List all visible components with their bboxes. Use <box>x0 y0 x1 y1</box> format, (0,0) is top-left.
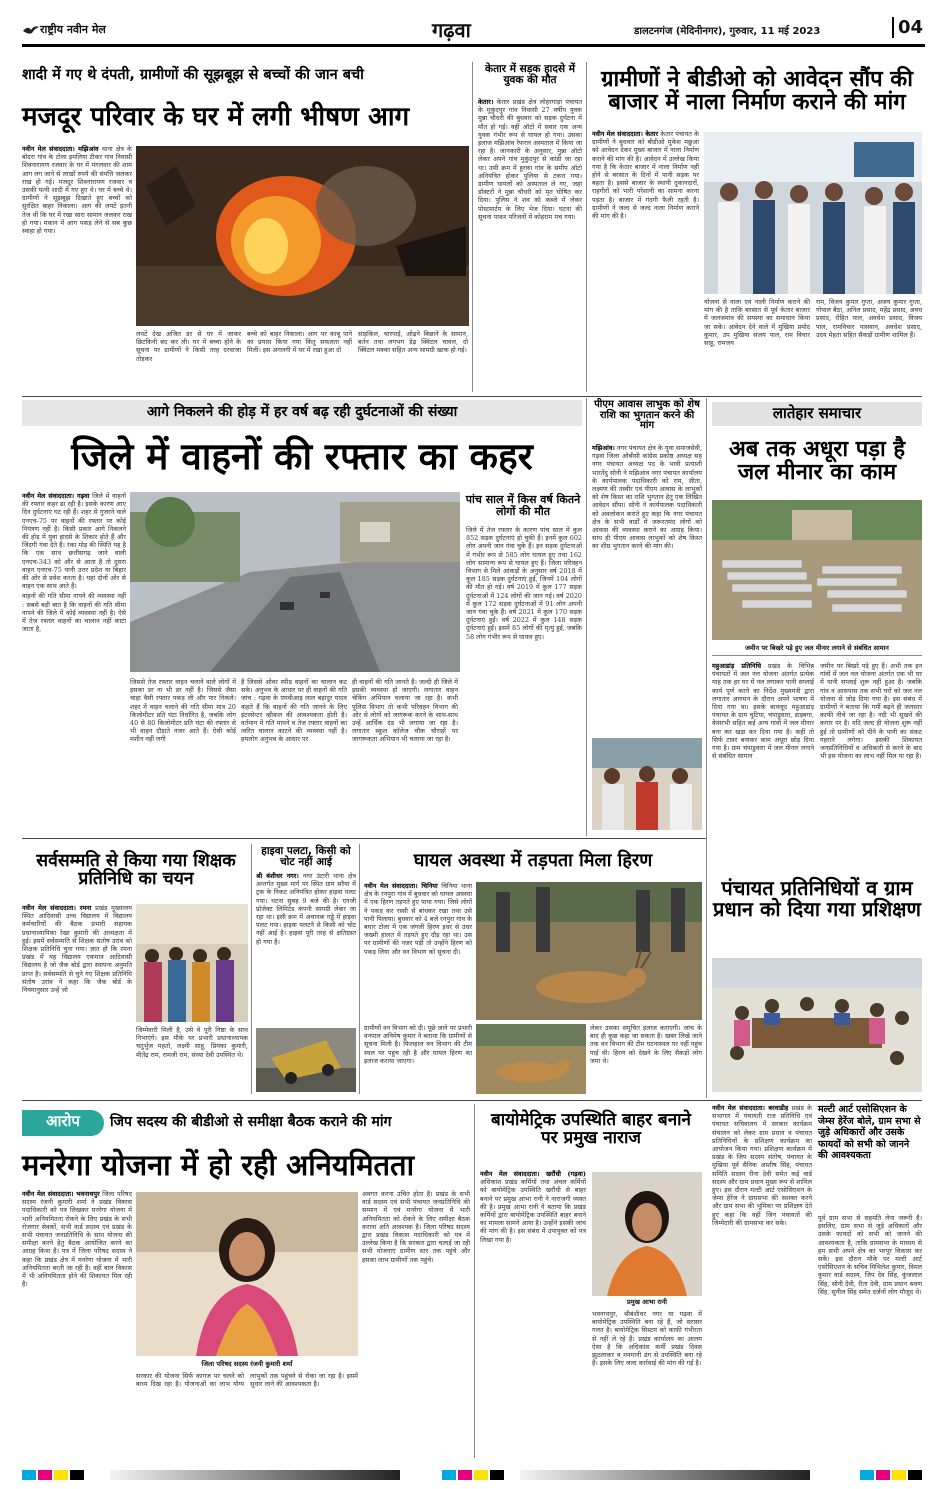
fire-body-1 <box>22 145 132 393</box>
yellow-swatch <box>54 1470 68 1480</box>
fire-text-2: लपटें देख अजित डर से घर में जाकर छिटकिनी बंद कर ली। घर में बच्चा होने के सूचना पर ग्रामीणों ने किसी तरह दरवाजा तोड़कर <box>136 330 241 363</box>
deer-photo <box>476 882 702 1020</box>
latehar-body <box>712 662 814 872</box>
divider <box>472 62 473 392</box>
hywa-text: नगर उंटारी थाना क्षेत्र अन्तर्गत मुख्य मार्ग पर स्थित ग्राम सरैया में ट्रक के निकट अनियंत्रित होकर हाइवा पलट गया। घटना सुबह 9 बजे की है। एनजी प्रोजेक्ट लिमिटेड कंपनी सामग्री लेकर जा रहा था। इसी क्रम में अचानक गड्ढे में हाइवा पलट गया। हाइवा पलटने से किसी को चोट नहीं आई है। हाइवा पूरी तरह से क्षतिग्रस्त हो गया है। <box>256 872 356 946</box>
vehicle-box-body <box>466 526 582 832</box>
latehar-text: प्रखंड के विभिन्न पंचायतों में जल नल योजना अंतर्गत प्रत्येक माह तक हर घर में नल लगाकर पानी सप्लाई कार्य पूर्ण करने का निर्देश मुख्यमंत्री द्वारा लगातार आगमन के दौरान अपने भाषण में दिया गया था। इसके बावजूद महुआडांड़ पंचायत के ग्राम चुटिया, चंपाडुवारा, डाड़बगा, केसरभी सहित कई अन्य गांवों में जल मीनार बना कर खड़ा कर दिया गया है। कहीं तो सिर्फ टावर बनाकर काम अधूरा छोड़ दिया गया है। ग्राम चंपाडुवारा में जल मीनार लगाने से संबंधित सामान <box>712 662 814 761</box>
training-body <box>712 1104 812 1456</box>
vehicle-photo <box>130 492 460 672</box>
training-text-2: पूर्व ग्राम सभा से सहमति लेना जरूरी है। इसलिए, ग्राम सभा से जुड़े अधिकारों और उसके फायदों को सभी को जानने की आवश्यकता है, ताकि ग्रामसभा के माध्यम से हम सभी अपने क्षेत्र का भरपूर विकास कर सकें। इस दौरान मौके पर मल्टी आर्ट एसोसिएशन के सचिव मिथिलेश कुमार, विमल कुमार वार्ड सदस्य, जिप देव सिंह, कुंजलाल सिंह, सोनी देवी, रीता देवी, ग्राम प्रधान श्रवण सिंह, सुनील सिंह समेत दर्जनों लोग मौजूद थे। <box>818 1214 922 1296</box>
black-swatch <box>490 1470 504 1480</box>
deer-body-3 <box>590 1024 702 1094</box>
vehicle-body-2 <box>130 678 236 832</box>
training-body-2 <box>818 1214 922 1456</box>
mgnrega-dateline: नवीन मेल संवाददाता। भवनाथपुर <box>22 1190 100 1198</box>
fire-dateline: नवीन मेल संवाददाता। मझिआंव <box>22 145 99 153</box>
hywa-photo <box>256 1028 356 1092</box>
bird-logo-icon <box>22 22 40 36</box>
vehicle-body-3 <box>241 678 347 832</box>
section-title: गढ़वा <box>432 18 471 42</box>
deer-text: चिनिया थाना क्षेत्र के रनपुरा गांव में बुधवार को घायल अवस्था में एक हिरण तड़पते हुए पाया गया। जिसे लोगों ने पकड़ कर रस्सी से बांधकर रखा तथा उसे पानी पिलाया। बुधवार को 4 बजे रनपुरा गांव के बघार टोला में एक जंगली हिरण इधर से उधर जख्मी हालत में तड़पते हुए दौड़ रहा था। उस पर ग्रामीणों की नजर पड़ी तो उन्होंने हिरण को पकड़ लिया और वन विभाग को सूचना दी। <box>364 882 472 956</box>
mgnrega-photo <box>136 1192 358 1356</box>
vehicle-text-2: जिससे तेज रफ्तार वाहन चलाने वाले लोगों में इसका डर ना भी डर नहीं है। जिससे जैसा चाहा वैसी रफ्तार पकड़ ली और पार निकले। शहर में वाहन चलाने की गति सीमा मात्र 20 किलोमीटर प्रति घंटा निर्धारित है, जबकि लोग 40 से 80 किलोमीटर प्रति घंटा की रफ्तार से भी वाहन दौड़ाते नजर आते हैं। ऐसी कोई मशीन नहीं लगी <box>130 678 236 744</box>
training-headline: पंचायत प्रतिनिधियों व ग्राम प्रधान को दिया गया प्रशिक्षण <box>713 876 921 921</box>
divider <box>586 62 587 392</box>
biometric-text-2: भवनाथपुर, श्रीबंशीधर नगर या गढ़वा में बायोमेट्रिक उपस्थिति बना रहे हैं, जो सरासर गलत है। बायोमेट्रिक सिस्टम को काफी गंभीरता से नहीं ले रहे हैं। प्रखंड कार्यालय का आलम ऐसा है कि अधिकांश कर्मी प्रखंड दिवस झुठलाकर व मनमानी ढंग से उपस्थिति बना रहे हैं। इसके लिए जल्द कार्रवाई की मांग की गई है। <box>592 1310 702 1368</box>
vehicle-headline: जिले में वाहनों की रफ्तार का कहर <box>71 435 533 478</box>
pmay-photo <box>592 738 702 830</box>
gray-scale-bar <box>520 1470 810 1480</box>
accident-kicker: केतार में सड़क हादसे में युवक की मौत <box>485 63 575 87</box>
bdo-body-2 <box>816 298 922 394</box>
biometric-photo <box>592 1172 702 1296</box>
accident-text: केतार प्रखंड क्षेत्र लोहरगाड़ा पंचायत के मुकुंदपुर गांव निवासी 27 वर्षीय युवक मुन्ना चौधरी की बुधवार को सड़क दुर्घटना में मौत हो गई। वहीं ऑटो में सवार एक अन्य युवक गंभीर रूप से घायल हो गया। उसका इलाज मझिआंव रेफरल अस्पताल में किया जा रहा है। जानकारी के अनुसार, मुन्ना ऑटो लेकर अपने गांव मुकुंदपुर से कांडी जा रहा था। उसी क्रम में हुरका गांव के समीप ऑटो अनियंत्रित होकर पुलिया से टकरा गया। ग्रामीण घायलों को अस्पताल ले गए, जहां डॉक्टरों ने मुन्ना चौधरी को मृत घोषित कर दिया। पुलिस ने शव को कब्जे में लेकर पोस्टमार्टम के लिए भेज दिया। घटना की सूचना पाकर परिजनों में कोहराम मच गया। <box>478 98 582 221</box>
cyan-swatch <box>22 1470 36 1480</box>
mgnrega-body-2 <box>362 1190 470 1458</box>
vehicle-dateline: नवीन मेल संवाददाता। गढ़वा <box>22 492 90 500</box>
bdo-text-2: राम, विजय कुमार गुप्ता, अजय कुमार गुप्ता, गोपाल बैठा, अनिल प्रसाद, महेंद्र प्रसाद, अवध प्रसाद, रोहित पाल, अवधेश प्रसाद, विजय पाल, रामविचार पासवान, अवधेश प्रसाद, उदय मेहता सहित सैकड़ों ग्रामीण शामिल हैं। <box>816 298 922 339</box>
magenta-swatch <box>458 1470 472 1480</box>
vehicle-text-4: ही वाहनों की गति जानते हैं। जल्दी ही जिले में इसकी व्यवस्था हो जाएगी। लगातार वाहन चेकिंग अभियान चलाया जा रहा है। कभी पुलिस विभाग तो कभी परिवहन विभाग की ओर से लोगों को जागरूक करने के साथ-साथ उन्हें आर्थिक दंड भी लगाया जा रहा है। लगातार स्कूल कॉलेज चौक चौराहों पर जागरूकता अभियान भी चलाया जा रहा है। <box>352 678 458 744</box>
divider <box>22 396 922 397</box>
latehar-dateline: महुआडांड़ प्रतिनिधि <box>712 662 762 670</box>
bdo-photo <box>704 132 922 294</box>
mgnrega-body <box>22 1190 132 1458</box>
biometric-caption: प्रमुख आभा रानी <box>627 1298 667 1306</box>
accident-body <box>478 98 582 394</box>
mgnrega-kicker: जिप सदस्य की बीडीओ से समीक्षा बैठक कराने की मांग <box>110 1114 392 1130</box>
fire-body-3 <box>247 330 352 394</box>
bdo-caption-text: योजना से नाला एवं नाली निर्माण कराने की मांग की है ताकि बरसात से पूर्व केतार बाजार में जलजमाव की समस्या का समाधान किया जा सके। आवेदन देने वाले में मुखिया प्रमोद कुमार, उप मुखिया संजय पाल, राम विचार साहू, रामजय <box>704 298 810 348</box>
fire-text-1: थाना क्षेत्र के बोदरा गांव के टोला इमलिया टीकर गांव निवासी शिवनारायण रजवार के घर में मंगलवार की शाम आग लग जाने से लाखों रुपये की संपत्ति जलकर राख हो गई। मजदूर शिवनारायण रजवार व उसकी पत्नी शादी में गए हुए थे। घर में बच्चे थे। ग्रामीणों ने सूझबूझ दिखाते हुए बच्चों को सुरक्षित बाहर निकाला। आग की लपटें इतनी तेज थीं कि घर में रखा सारा सामान जलकर राख हो गया। मकान में आग पकड़ लेने से सब कुछ स्वाहा हो गया। <box>22 145 132 236</box>
latehar-title: लातेहार समाचार <box>772 404 862 422</box>
mgnrega-text-3: सरकार की योजना सिर्फ कागज पर चलने को बाध्य दिख रहा है। योजनाओं का लाभ योग्य लाभुकों तक पहुंचने से रोका जा रहा है। इसमें सुधार लाने की आवश्यकता है। <box>136 1372 358 1389</box>
biometric-body-2 <box>592 1310 702 1458</box>
page-number: 04 <box>892 17 923 38</box>
hywa-headline: हाइवा पलटा, किसी को चोट नहीं आई <box>261 845 351 869</box>
biometric-body <box>480 1170 586 1458</box>
mgnrega-tag-label: आरोप <box>46 1112 80 1130</box>
deer-dateline: नवीन मेल संवाददाता। चिनिया <box>364 882 438 890</box>
hywa-dateline: श्री बंशीधर नगर। <box>256 872 299 880</box>
masthead <box>22 14 925 54</box>
teacher-text: प्रखंड मुख्यालय स्थित आदिवासी उच्च विद्यालय में विद्यालय कर्मचारियों की बैठक प्रभारी सहायक प्रधानाध्यापिका रेखा कुमारी की अध्यक्षता में हुई। इसमें सर्वसम्मति से शिक्षक संतोष उरांव को शिक्षक प्रतिनिधि चुना गया। ज्ञात हो कि रमना प्रखंड में यह विद्यालय एकमात्र आदिवासी विद्यालय है जो जैक बोर्ड द्वारा स्थापना अनुमति प्राप्त है। सर्वसम्मति से चुने गए शिक्षक प्रतिनिधि संतोष उरांव ने कहा कि जैक बोर्ड के नियमानुसार उन्हें जो <box>22 904 132 995</box>
divider <box>586 398 587 836</box>
bdo-headline: ग्रामीणों ने बीडीओ को आवेदन सौंप की बाजार में नाला निर्माण कराने की मांग <box>601 67 913 116</box>
latehar-text-2: जमीन पर बिखरे पड़े हुए हैं। अभी तक इन गांवों में जल नल योजना अंतर्गत एक भी घर में पानी सप्लाई शुरू नहीं हुआ है। जबकि गांव व आसपास तक सभी घरों को जल नल योजना से जोड़ दिया गया है। इस संबंध में ग्रामीणों ने बताया कि गर्मी बढ़ने ही जलस्तर काफी नीचे जा रहा है। नदी भी सूखने की कगार पर है। यदि जल्द ही योजना शुरू नहीं हुई तो ग्रामीणों को पीने के पानी का संकट गहराने लगेगा। इसकी शिकायत जनप्रतिनिधियों व अधिकारी से करने के बाद भी इस योजना का लाभ नहीं मिल पा रहा है। <box>820 662 922 761</box>
teacher-body <box>22 904 132 1092</box>
teacher-headline: सर्वसम्मति से किया गया शिक्षक प्रतिनिधि का चयन <box>36 851 236 890</box>
vehicle-body-4 <box>352 678 458 832</box>
black-swatch <box>908 1470 922 1480</box>
mgnrega-text: जिला परिषद सदस्य रंजनी कुमारी शर्मा ने प्रखंड विकास पदाधिकारी को पत्र लिखकर मनरेगा योजना में भारी अनियमितता रोकने के लिए प्रखंड के सभी रोजगार सेवकों, सभी वार्ड सदस्य एवं प्रखंड के सभी पंचायत जनप्रतिनिधि के साथ योजना की समीक्षा करने हेतु बैठक आयोजित करने का आग्रह किया है। पत्र में जिला परिषद सदस्य ने कहा कि प्रखंड क्षेत्र में मनरेगा योजना में भारी अनियमितता बरती जा रही है। वहीं बाल विकास में भी अनियमितता होने की शिकायत मिल रही है। <box>22 1190 132 1289</box>
teacher-text-2: जिम्मेवारी मिली है, उसे वे पूरी निष्ठा के साथ निभाएंगे। इस मौके पर प्रभारी प्रधानाध्यापक चतुर्भुज महतो, लक्ष्मी साहू, प्रियंका कुमारी, मीतेंद्र राम, रामजी राम, संध्या देवी उपस्थित थे। <box>136 1026 248 1059</box>
pmay-text: नगर पंचायत क्षेत्र के युवा समाजसेवी, गढ़वा जिला ओबीसी कांग्रेस प्रकोष्ठ अध्यक्ष सह नगर पंचायत अध्यक्ष पद के भावी प्रत्याशी भारतेंदु सोनी ने मझिआंव नगर पंचायत कार्यालय के कार्यपालक पदाधिकारी को राम, सीता, लक्ष्मण की तस्वीर एवं पीएम आवास के लाभुकों को शेष किस्त का राशि भुगतान हेतु एक लिखित आवेदन सौंपा। सोनी ने कार्यपालक पदाधिकारी को अवलोकन कराते हुए कहा कि नगर पंचायत क्षेत्र के सभी वार्डों में जरूरतमंद लोगों को आवास की व्यवस्था कराने का आग्रह किया। साथ ही पीएम आवास लाभुकों को शेष किस्त का शीघ्र भुगतान करने की मांग की। <box>592 444 702 551</box>
training-dateline: नवीन मेल संवाददाता। बरवाडीह <box>712 1104 789 1112</box>
divider <box>474 1104 475 1458</box>
biometric-headline: बायोमेट्रिक उपस्थिति बाहर बनाने पर प्रमुख नाराज <box>491 1110 691 1148</box>
vehicle-text-1: जिले में वाहनों की रफ्तार कहर ढा रही है। इसके कारण आए दिन दुर्घटनाएं घट रही हैं। शहर से गुजरने वाले एनएच-75 पर वाहनों की रफ्तार पर कोई नियंत्रण नहीं है। किसी प्रकार आगे निकलने की होड़ में युवा हादसे के शिकार होते हैं और जिंदगी गंवा देते हैं। रंका मोड़ की स्थिति यह है कि एक साथ छत्तीसगढ़ जाने वाली एनएच-343 को और से आता है तो दूसरा वाहन एनएच-75 यानी उत्तर प्रदेश या बिहार की ओर से प्रवेश करता है। यहां दोनों ओर से वाहन एक साथ आते हैं। <box>22 492 126 591</box>
gray-scale-bar <box>110 1470 400 1480</box>
pmay-kicker: पीएम आवास लाभुक को शेष राशि का भुगतान करने की मांग <box>594 399 700 431</box>
magenta-swatch <box>38 1470 52 1480</box>
yellow-swatch <box>474 1470 488 1480</box>
vehicle-strap: आगे निकलने की होड़ में हर वर्ष बढ़ रही दुर्घटनाओं की संख्या <box>146 404 458 420</box>
deer-body-2 <box>364 1024 472 1094</box>
magenta-swatch <box>876 1470 890 1480</box>
black-swatch <box>70 1470 84 1480</box>
vehicle-body-1 <box>22 492 126 832</box>
deer-text-2: ग्रामीणों वन विभाग को दी। पूछे जाने पर प्रभारी वनपाल अनिमेष कुमार ने बताया कि ग्रामीणों से सूचना मिली है। फिलहाल वन विभाग की टीम स्थल पर पहुंच रही है और घायल हिरण का इलाज कराया जाएगा। <box>364 1024 472 1065</box>
teacher-dateline: नवीन मेल संवाददाता। रमना <box>22 904 92 912</box>
mgnrega-caption: जिला परिषद सदस्य रंजनी कुमारी शर्मा <box>201 1360 293 1368</box>
training-side-title: मल्टी आर्ट एसोसिएशन के जेम्स हेरेंज बोले, ग्राम सभा से जुड़े अधिकारों और उसके फायदों को सभी को जानने की आवश्यकता <box>818 1104 921 1161</box>
deer-body <box>364 882 472 1020</box>
teacher-photo <box>136 904 248 1022</box>
pmay-body <box>592 444 702 734</box>
fire-photo <box>136 146 469 326</box>
mgnrega-text-2: अवगत करना उचित होता है। प्रखंड के सभी वार्ड सदस्य एवं सभी पंचायत जनप्रतिनिधि की सम्मान में एवं मनरेगा योजना में भारी अनियमितता को रोकने के लिए समीक्षा बैठक कराना अति आवश्यक है। जिला परिषद सदस्य द्वारा प्रखंड विकास पदाधिकारी को पत्र में उल्लेख किया है कि सरकार द्वारा चलाई जा रही सभी योजनाएं ग्रामीण स्तर तक पहुंचे और इसका लाभ ग्रामीणों तक पहुंचे। <box>362 1190 470 1264</box>
fire-body-4 <box>358 330 468 394</box>
dateline: डालटनगंज (मेदिनीनगर), गुरुवार, 11 मई 2023 <box>634 26 821 37</box>
fire-headline: मजदूर परिवार के घर में लगी भीषण आग <box>22 102 410 132</box>
latehar-caption: जमीन पर बिखरे पड़े हुए जल मीनार लगाने से संबंधित सामान <box>712 644 922 656</box>
accident-dateline: केतार। <box>478 98 494 106</box>
bdo-text: केतार पंचायत के ग्रामीणों ने बुधवार को बीडीओ मुकेश मछुआ को आवेदन देकर मुख्य बाजार में नाला निर्माण कराने की मांग की है। आवेदन में उल्लेख किया गया है कि केतार बाजार में नाला निर्माण नहीं होने से बरसात के दिनों में पानी सड़क पर बहता है। इससे बाजार के स्थायी दुकानदारों, राहगीरों को भारी परेशानी का सामना करना पड़ता है। बाजार में गंदगी फैली रहती है। ग्रामीणों ने जल्द से जल्द नाला निर्माण कराने की मांग की है। <box>592 130 699 221</box>
divider <box>22 1100 922 1101</box>
latehar-photo <box>712 500 922 640</box>
vehicle-box-text: जिले में तेज रफ्तार के कारण पांच साल में कुल 852 सड़क दुर्घटनाएं हो चुकी हैं। इनमें कुल 602 लोग अपनी जान गंवा चुके हैं। इन सड़क दुर्घटनाओं में गंभीर रूप से 585 लोग घायल हुए तथा 162 लोग सामान्य रूप से घायल हुए हैं। जिला परिवहन विभाग से मिले आंकड़ों के अनुसार वर्ष 2018 में कुल 185 सड़क दुर्घटनाएं हुईं, जिनमें 104 लोगों की मौत हो गई। वर्ष 2019 में कुल 177 सड़क दुर्घटनाओं में 124 लोगों की जान गई। वर्ष 2020 में कुल 172 सड़क दुर्घटनाओं में 91 लोग अपनी जान गंवा चुके हैं। वर्ष 2021 में कुल 170 सड़क दुर्घटनाएं हुईं। वर्ष 2022 में कुल 148 सड़क दुर्घटनाएं हुईं। इसमें 85 लोगों की मृत्यु हुई, जबकि 58 लोग गंभीर रूप से घायल हुए। <box>466 526 582 641</box>
training-photo <box>712 958 922 1092</box>
teacher-body-2 <box>136 1026 248 1092</box>
biometric-text: अधिकांश प्रखंड कर्मियों तथा अंचल कर्मियों को बायोमेट्रिक उपस्थिति खरौंधी से बाहर बनाने पर प्रमुख आभा रानी ने नाराजगी व्यक्त की है। प्रमुख आभा रानी ने बताया कि प्रखंड कर्मियों द्वारा बायोमेट्रिक उपस्थिति बाहर बनाने का मामला सामने आया है। उन्होंने इसकी जांच की मांग की है। इस संबंध में उपायुक्त को पत्र लिखा गया है। <box>480 1178 586 1244</box>
divider <box>22 838 706 839</box>
biometric-dateline: नवीन मेल संवाददाता। खरौंधी (गढ़वा) <box>480 1170 586 1178</box>
deer-text-3: लेकर उसका समुचित इलाज कराएगी। जांच के बाद ही कुछ कहा जा सकता है। खबर लिखे जाने तक वन विभाग की टीम घटनास्थल पर नहीं पहुंच पाई थी। हिरण को देखने के लिए सैकड़ों लोग जमा थे। <box>590 1024 702 1065</box>
vehicle-text-1b: वाहनों की गति सीमा नापने की व्यवस्था नहीं : सबसे बड़ी बात है कि वाहनों की गति सीमा नापने की जिले में कोई व्यवस्था नहीं है। ऐसे में तेज रफ्तार वाहनों का चालान नहीं काटा जाता है, <box>22 592 126 634</box>
bdo-caption <box>704 298 810 394</box>
masthead-rule <box>22 44 925 47</box>
vehicle-box-title: पांच साल में किस वर्ष कितने लोगों की मौत <box>465 493 581 518</box>
training-text: प्रखंड के सभागार में पंचायती राज प्रतिनिधि एवं पंचायत सचिवालय में सरकार कार्यक्रम संचालन को लेकर ग्राम प्रधान व पंचायत प्रतिनिधियों के प्रशिक्षण कार्यक्रम का आयोजन किया गया। प्रशिक्षण कार्यक्रम में प्रखंड के जिप सदस्य संतोष, पंचायत के मुखिया पूर्व सैनिक आशीष सिंह, पंचायत समिति सदस्य रीना देवी समेत कई वार्ड सदस्य और ग्राम प्रधान मुख्य रूप से शामिल हुए। इस दौरान मल्टी आर्ट एसोसिएशन के जेम्स हेरेंज ने ग्रामसभा की सशक्त करने और ग्राम सभा की भूमिका पर प्रशिक्षण देते हुए कहा कि वहीं जिन पंचायतों की जिम्मेदारी की ग्रामसभा कर सके। <box>712 1104 812 1227</box>
mgnrega-body-3 <box>136 1372 358 1458</box>
cyan-swatch <box>860 1470 874 1480</box>
fire-text-4: साइकिल, चारपाई, ओढ़ने बिछाने के सामान, बर्तन तथा लगभग डेढ़ क्विंटल चावल, दो क्विंटल मक्का सहित अन्य सामग्री खाक हो गई। <box>358 330 468 355</box>
latehar-body-2 <box>820 662 922 872</box>
latehar-headline: अब तक अधूरा पड़ा है जल मीनार का काम <box>728 437 906 486</box>
divider <box>359 844 360 1094</box>
deer-photo-2 <box>476 1024 586 1094</box>
divider <box>706 398 707 1098</box>
fire-text-3: बच्चे को बाहर निकाला। आग पर काबू पाने का प्रयास किया गया किंतु सफलता नहीं मिली। इस अगलगी में घर में रखा हुआ दो <box>247 330 352 355</box>
fire-body-2 <box>136 330 241 394</box>
bdo-body <box>592 130 699 294</box>
cyan-swatch <box>442 1470 456 1480</box>
mgnrega-headline: मनरेगा योजना में हो रही अनियमितता <box>22 1148 415 1182</box>
deer-headline: घायल अवस्था में तड़पता मिला हिरण <box>413 850 653 871</box>
bdo-dateline: नवीन मेल संवाददाता। केतार <box>592 130 659 138</box>
yellow-swatch <box>892 1470 906 1480</box>
vehicle-text-3: है जिससे ओवर स्पीड वाहनों का चालान कट सके। अनुभव के आधार पर ही वाहनों की गति जांच : गढ़वा के एमवीआइ लाल बहादुर यादव कहते हैं कि वाहनों की गति जानने के लिए इंटरसेप्टर व्हीकल की आवश्यकता होती है। वर्तमान में गति मापने व तेज रफ्तार वाहनों का त्वरित चालान काटने की व्यवस्था नहीं है। हमलोग अनुभव के आधार पर <box>241 678 347 744</box>
hywa-body <box>256 872 356 1024</box>
pmay-dateline: मझिआंव। <box>592 444 615 452</box>
masthead-logo: राष्ट्रीय नवीन मेल <box>40 23 106 36</box>
fire-kicker: शादी में गए थे दंपती, ग्रामीणों की सूझबूझ से बच्चों की जान बची <box>22 67 364 83</box>
divider <box>251 844 252 1094</box>
